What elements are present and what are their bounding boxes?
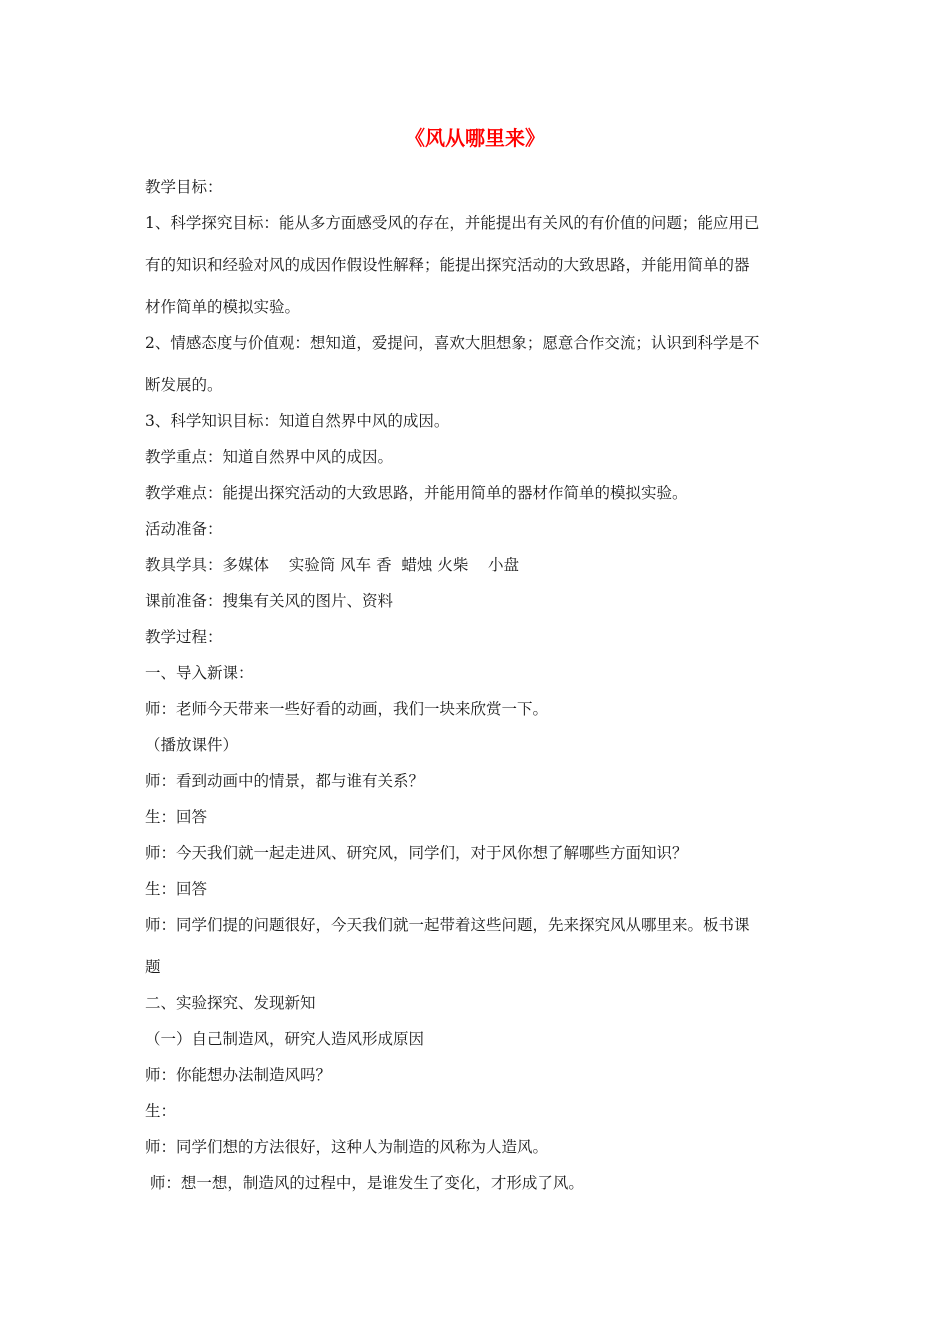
text-line: 师：想一想，制造风的过程中，是谁发生了变化，才形成了风。 — [145, 1174, 584, 1192]
text-line: 师：同学们想的方法很好，这种人为制造的风称为人造风。 — [145, 1138, 549, 1156]
text-line: 生：回答 — [145, 880, 208, 898]
text-line: 生：回答 — [145, 808, 208, 826]
text-line: 二、实验探究、发现新知 — [145, 994, 316, 1012]
text-line: 师：老师今天带来一些好看的动画，我们一块来欣赏一下。 — [145, 700, 549, 718]
text-line: 师：看到动画中的情景，都与谁有关系？ — [145, 772, 425, 790]
text-line: 课前准备：搜集有关风的图片、资料 — [145, 592, 394, 610]
text-line: 教学重点：知道自然界中风的成因。 — [145, 448, 394, 466]
text-line: （一）自己制造风，研究人造风形成原因 — [145, 1030, 425, 1048]
text-line: 教学难点：能提出探究活动的大致思路，并能用简单的器材作简单的模拟实验。 — [145, 484, 688, 502]
text-line: 有的知识和经验对风的成因作假设性解释；能提出探究活动的大致思路，并能用简单的器 — [145, 256, 750, 274]
text-line: 教学目标： — [145, 178, 223, 196]
text-line: 断发展的。 — [145, 376, 223, 394]
text-line: 师：你能想办法制造风吗？ — [145, 1066, 332, 1084]
text-line: 材作简单的模拟实验。 — [145, 298, 301, 316]
text-line: 教具学具：多媒体 实验筒 风车 香 蜡烛 火柴 小盘 — [145, 556, 520, 574]
text-line: 2、情感态度与价值观：想知道，爱提问，喜欢大胆想象；愿意合作交流；认识到科学是不 — [145, 334, 760, 352]
text-line: 3、科学知识目标：知道自然界中风的成因。 — [145, 412, 450, 430]
text-line: 生： — [145, 1102, 177, 1120]
text-line: （播放课件） — [145, 736, 239, 754]
text-line: 题 — [145, 958, 161, 976]
text-line: 一、导入新课： — [145, 664, 254, 682]
text-line: 师：今天我们就一起走进风、研究风，同学们，对于风你想了解哪些方面知识？ — [145, 844, 688, 862]
document-title: 《风从哪里来》 — [405, 126, 545, 150]
text-line: 师：同学们提的问题很好，今天我们就一起带着这些问题，先来探究风从哪里来。板书课 — [145, 916, 750, 934]
text-line: 教学过程： — [145, 628, 223, 646]
document-body — [145, 176, 810, 1194]
text-line: 1、科学探究目标：能从多方面感受风的存在，并能提出有关风的有价值的问题；能应用已 — [145, 214, 760, 232]
text-line: 活动准备： — [145, 520, 223, 538]
